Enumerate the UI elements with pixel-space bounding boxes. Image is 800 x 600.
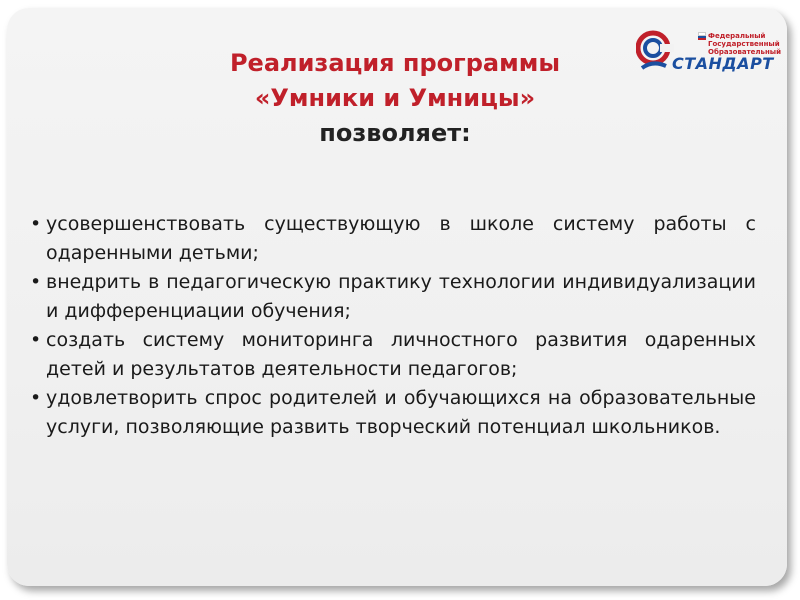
bullet-marker: •: [30, 213, 42, 235]
list-item-text: создать систему мониторинга личностного развития одаренных детей и результатов деятельности педагогов;: [46, 329, 756, 380]
list-item: [30, 384, 756, 442]
bullet-list: [30, 210, 756, 442]
title-line-2: «Умники и Умницы»: [254, 84, 536, 112]
list-item-text: усовершенствовать существующую в школе систему работы с одаренными детьми;: [46, 213, 756, 264]
list-item-text: удовлетворить спрос родителей и обучающихся на образовательные услуги, позволяющие развить творческий потенциал школьников.: [46, 387, 756, 438]
russian-flag-icon: [698, 32, 706, 38]
list-item: [30, 210, 756, 268]
list-item-text: внедрить в педагогическую практику технологии индивидуализации и дифференциации обучения;: [46, 271, 756, 322]
bullet-marker: •: [30, 271, 42, 293]
fgos-logo: [636, 30, 782, 78]
slide-title: [150, 46, 640, 151]
logo-caption: [708, 32, 781, 56]
list-item: [30, 268, 756, 326]
logo-line-2: Государственный: [708, 40, 780, 48]
bullet-marker: •: [30, 387, 42, 409]
logo-line-1: Федеральный: [708, 32, 766, 40]
logo-line-3: Образовательный: [708, 48, 782, 56]
list-item: [30, 326, 756, 384]
bullet-marker: •: [30, 329, 42, 351]
logo-brand: СТАНДАРТ: [672, 54, 774, 73]
title-line-3: позволяет:: [319, 119, 471, 147]
title-line-1: Реализация программы: [229, 49, 561, 77]
fgos-emblem-icon: [636, 30, 674, 74]
